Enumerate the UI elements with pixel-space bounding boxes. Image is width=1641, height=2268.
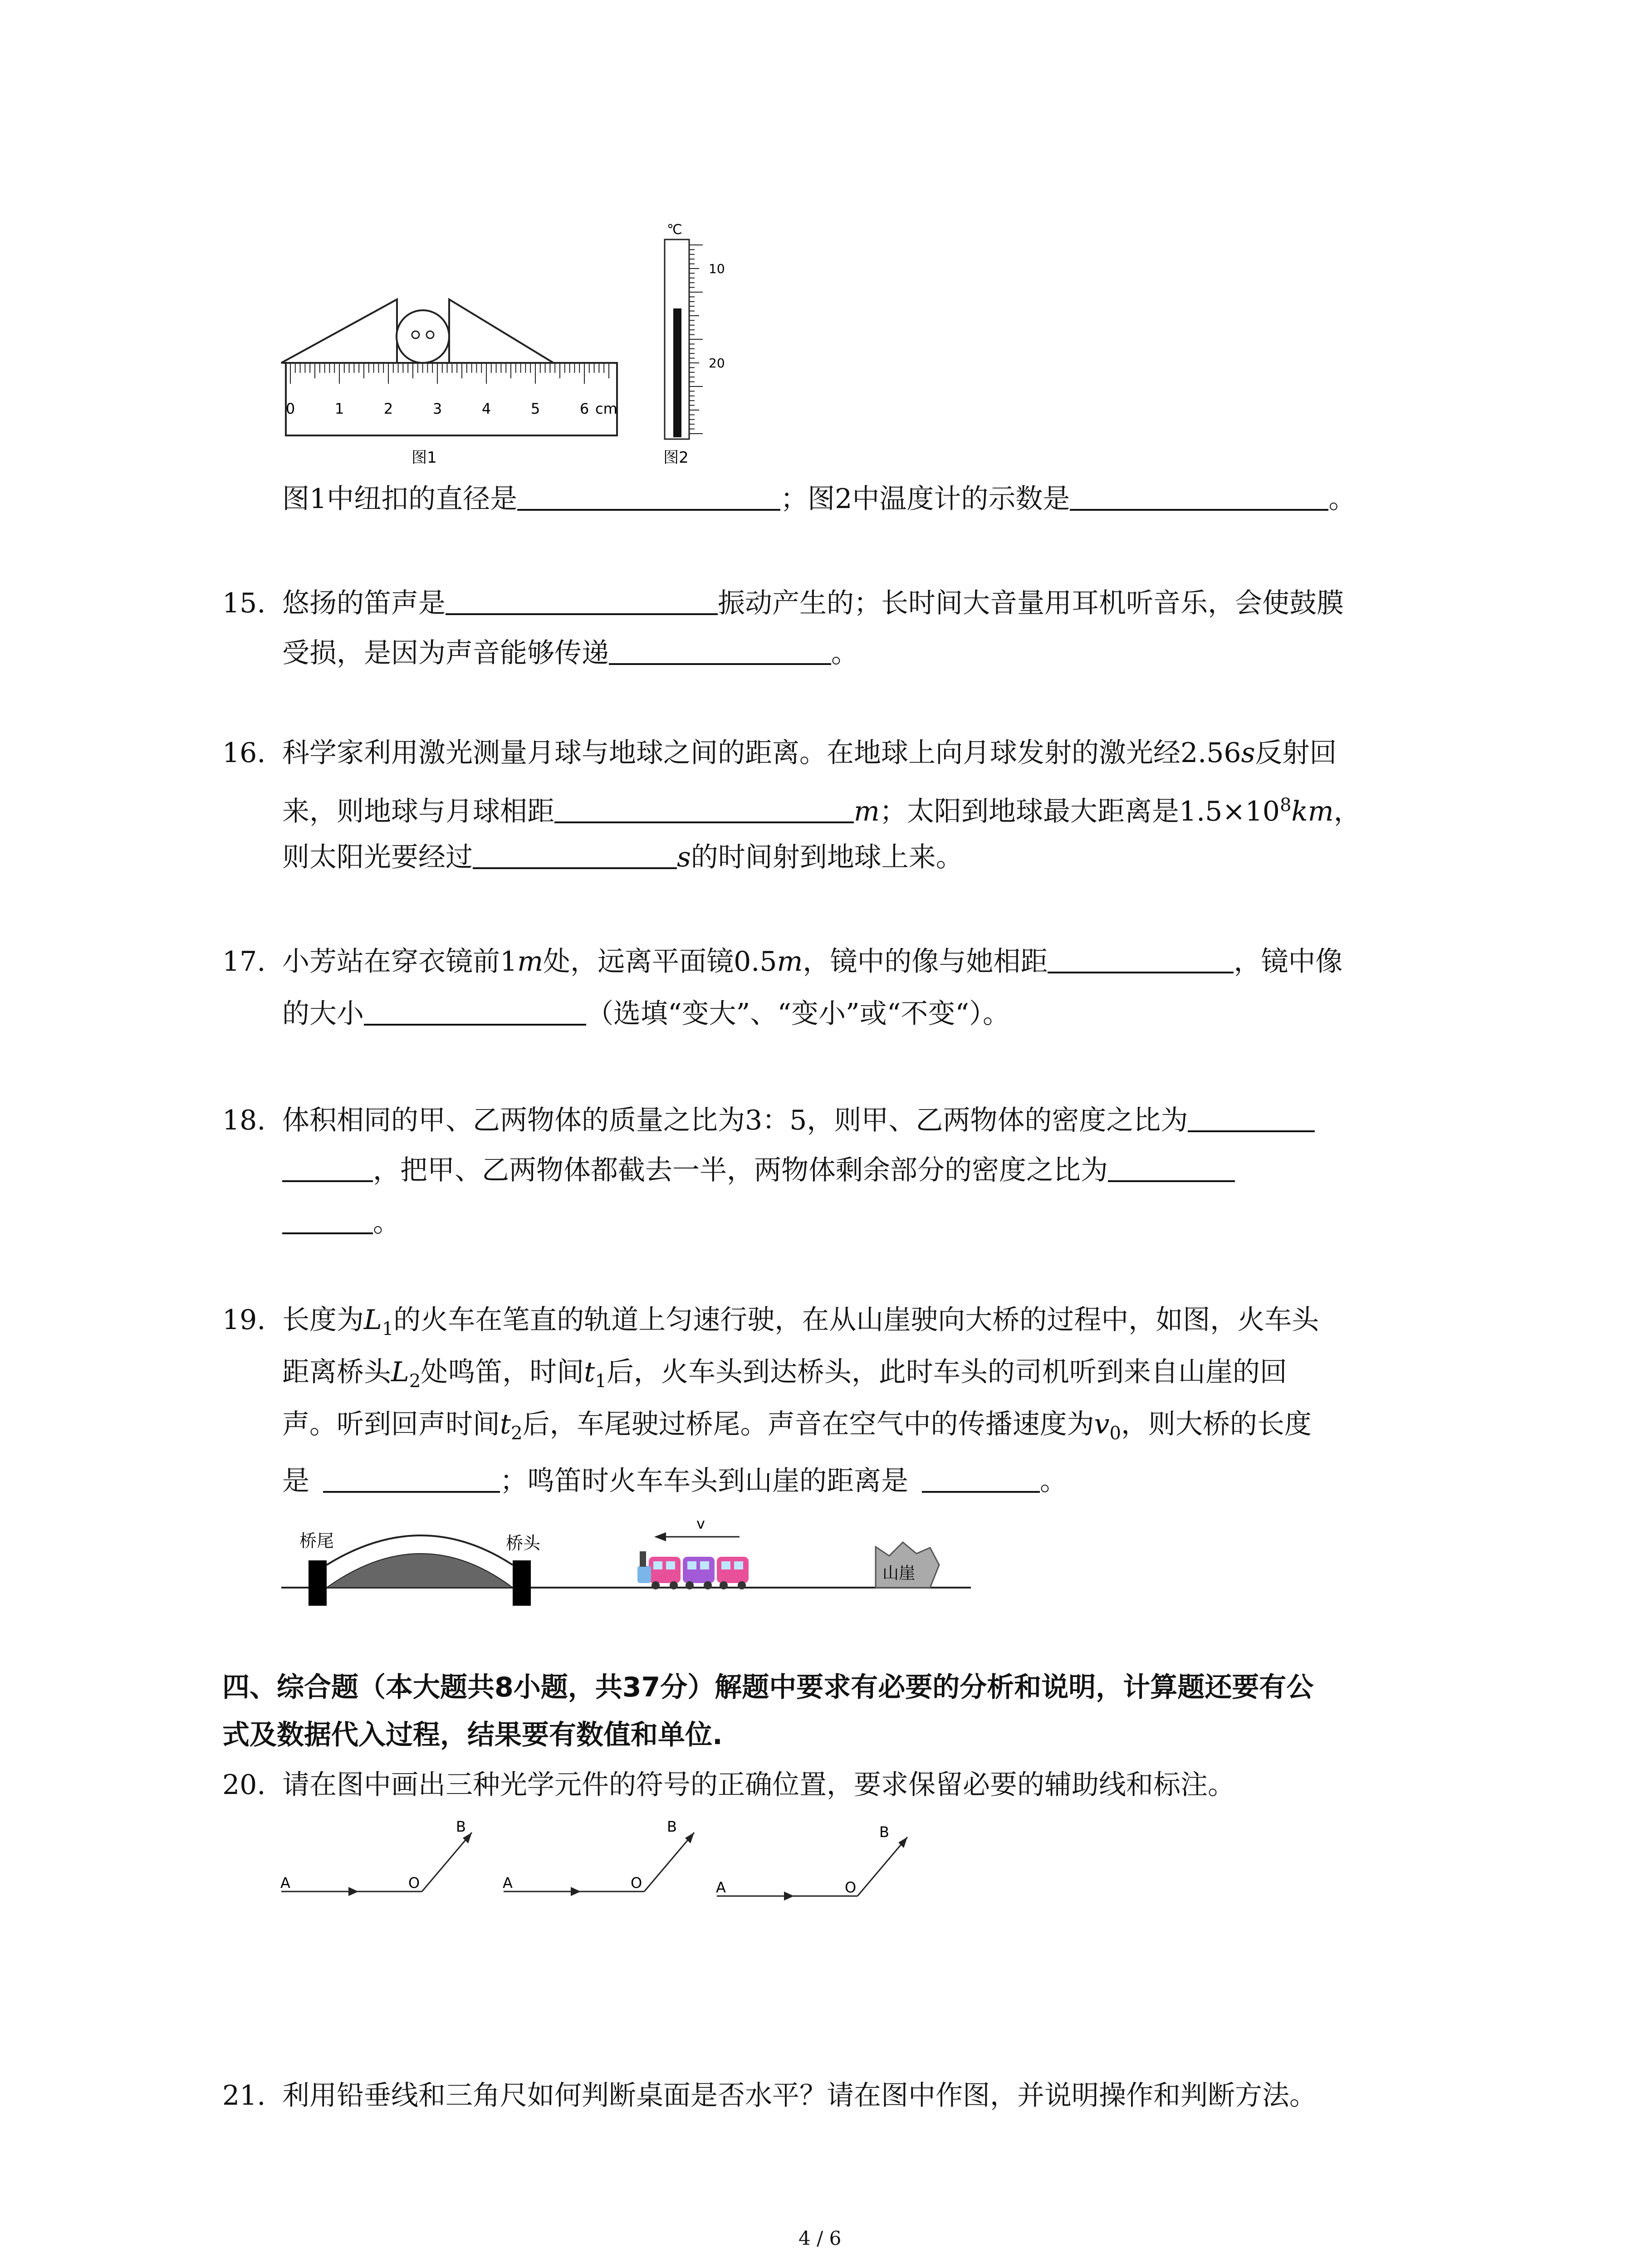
q18-line1: 体积相同的甲、乙两物体的质量之比为3：5，则甲、乙两物体的密度之比为	[282, 1102, 1315, 1139]
ruler-tick-label: 2	[383, 400, 393, 417]
ruler-tick-label: 6	[579, 400, 589, 417]
q20-number: 20.	[222, 1769, 266, 1801]
q17-blank-distance[interactable]	[1048, 944, 1234, 973]
q19-blank-cliff-distance[interactable]	[922, 1464, 1040, 1493]
bridge-head-pier	[513, 1560, 531, 1606]
q16-blank-distance[interactable]	[554, 794, 854, 823]
q21-text: 利用铅垂线和三角尺如何判断桌面是否水平？请在图中作图，并说明操作和判断方法。	[282, 2080, 1317, 2112]
light-path-1	[280, 1818, 472, 1896]
q17-line2: 的大小 （选填“变大”、“变小”或“不变“）。	[282, 996, 1010, 1032]
svg-text:O: O	[408, 1874, 420, 1892]
svg-text:B: B	[667, 1818, 677, 1835]
light-path-2	[503, 1818, 694, 1896]
q15-line1: 悠扬的笛声是 振动产生的；长时间大音量用耳机听音乐，会使鼓膜	[282, 585, 1344, 621]
ruler-tick-label: 3	[432, 400, 442, 417]
q18-number: 18.	[222, 1105, 266, 1136]
figure-bridge-train	[272, 1515, 980, 1606]
q20-text: 请在图中画出三种光学元件的符号的正确位置，要求保留必要的辅助线和标注。	[282, 1769, 1235, 1801]
ruler-tick-label: 4	[481, 400, 491, 417]
therm-unit: ℃	[667, 222, 682, 238]
figure-light-paths	[272, 1810, 1043, 1928]
ruler-tick-label: 0	[285, 400, 295, 417]
therm-tick-20: 20	[709, 356, 725, 371]
q19-blank-bridge-length[interactable]	[323, 1464, 500, 1493]
svg-text:O: O	[631, 1874, 642, 1892]
cliff-label: 山崖	[882, 1564, 916, 1583]
q15-blank-1[interactable]	[446, 586, 718, 615]
velocity-label: v	[696, 1515, 705, 1532]
bridge-tail-pier	[309, 1560, 327, 1606]
section4-heading-line2: 式及数据代入过程，结果要有数值和单位.	[222, 1719, 723, 1751]
ruler-unit: cm	[595, 400, 617, 417]
q18-blank-1a[interactable]	[1188, 1103, 1315, 1132]
q14-blank-diameter[interactable]	[517, 482, 780, 511]
q18-line3: 。	[282, 1204, 400, 1241]
ruler-tick-label: 1	[334, 400, 344, 417]
figure-ruler-button	[272, 254, 635, 490]
ruler-tick-label: 5	[530, 400, 540, 417]
fig1-label: 图1	[411, 449, 437, 467]
q17-line1: 小芳站在穿衣镜前1m处，远离平面镜0.5m，镜中的像与她相距 ，镜中像	[282, 943, 1342, 980]
q18-blank-2b[interactable]	[282, 1205, 373, 1234]
q18-line2: ，把甲、乙两物体都截去一半，两物体剩余部分的密度之比为	[282, 1152, 1235, 1188]
page-number: 4 / 6	[798, 2227, 842, 2249]
q15-number: 15.	[222, 587, 266, 619]
svg-text:B: B	[879, 1823, 889, 1841]
q19-line1: 长度为$L_1$的火车在笔直的轨道上匀速行驶，在从山崖驶向大桥的过程中，如图，火车头	[282, 1304, 1319, 1339]
fig2-label: 图2	[663, 449, 689, 467]
q14-line: 图1中纽扣的直径是 ；图2中温度计的示数是 。	[282, 481, 1356, 517]
q15-blank-2[interactable]	[609, 636, 831, 665]
q19-line3: 声。听到回声时间$t_2$后，车尾驶过桥尾。声音在空气中的传播速度为$v_0$，则大桥的长度	[282, 1408, 1312, 1444]
q14-blank-temperature[interactable]	[1070, 482, 1328, 511]
figure-thermometer	[644, 218, 762, 472]
q17-number: 17.	[222, 946, 266, 978]
q19-number: 19.	[222, 1304, 266, 1336]
bridge-tail-label: 桥尾	[299, 1531, 334, 1551]
light-path-3	[716, 1823, 907, 1901]
svg-text:A: A	[503, 1874, 513, 1892]
q16-line3: 则太阳光要经过 s的时间射到地球上来。	[282, 839, 963, 875]
q17-blank-size[interactable]	[364, 997, 586, 1026]
mercury-column	[673, 308, 681, 437]
q16-line2: 来，则地球与月球相距 m；太阳到地球最大距离是$1.5\times 10^8km$，	[282, 795, 1361, 827]
section4-heading-line1: 四、综合题（本大题共8小题，共37分）解题中要求有必要的分析和说明，计算题还要有公	[222, 1672, 1314, 1703]
q16-blank-time[interactable]	[473, 840, 677, 869]
q16-number: 16.	[222, 737, 266, 769]
q21-number: 21.	[222, 2080, 266, 2112]
svg-text:A: A	[716, 1879, 726, 1896]
q19-line2: 距离桥头$L_2$处鸣笛，时间$t_1$后，火车头到达桥头，此时车头的司机听到来自山崖的回	[282, 1356, 1287, 1392]
q18-blank-1b[interactable]	[282, 1153, 373, 1182]
q18-blank-2a[interactable]	[1108, 1153, 1235, 1182]
svg-text:A: A	[280, 1874, 290, 1892]
q15-line2: 受损，是因为声音能够传递 。	[282, 635, 858, 671]
q19-line4: 是 ；鸣笛时火车车头到山崖的距离是 。	[282, 1463, 1067, 1499]
bridge-head-label: 桥头	[506, 1533, 541, 1553]
svg-text:O: O	[845, 1879, 857, 1896]
therm-tick-10: 10	[709, 261, 725, 276]
q16-line1: 科学家利用激光测量月球与地球之间的距离。在地球上向月球发射的激光经2.56s反射回	[282, 737, 1337, 769]
train-icon	[637, 1551, 749, 1589]
svg-text:B: B	[456, 1818, 466, 1835]
